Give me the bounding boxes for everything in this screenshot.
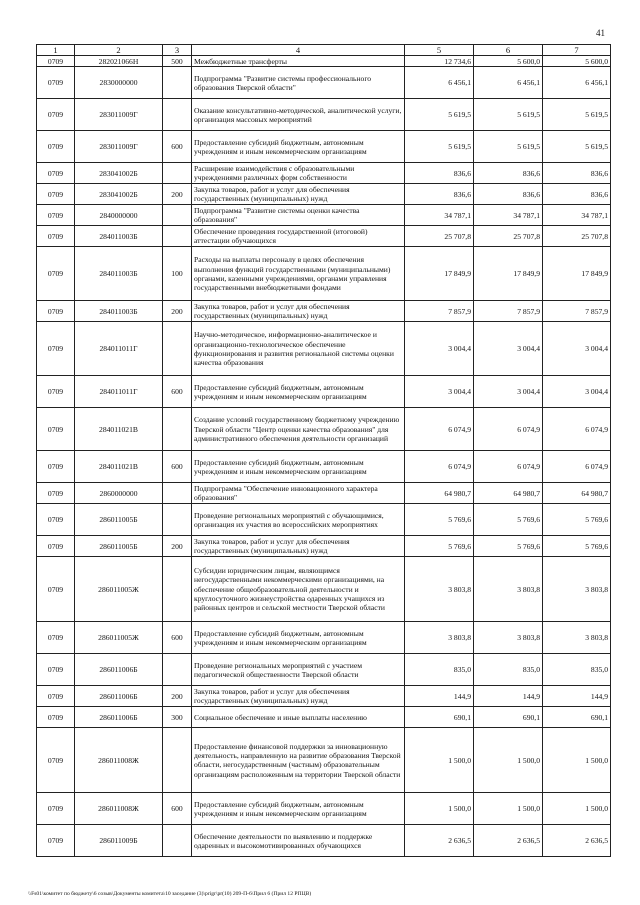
amount-2020-cell: 1 500,0 — [474, 728, 543, 793]
expense-type-cell — [163, 654, 192, 686]
amount-2019-cell: 6 456,1 — [405, 67, 474, 99]
expense-type-cell: 200 — [163, 301, 192, 322]
table-row — [37, 557, 611, 622]
table-row — [37, 825, 611, 857]
section-code-cell: 0709 — [37, 56, 75, 67]
amount-2021-cell: 5 600,0 — [543, 56, 611, 67]
amount-2020-cell: 5 600,0 — [474, 56, 543, 67]
amount-2020-cell: 5 769,6 — [474, 536, 543, 557]
target-code-cell: 283011009Г — [75, 131, 163, 163]
amount-2021-cell: 2 636,5 — [543, 825, 611, 857]
item-name-cell: Закупка товаров, работ и услуг для обеспечения государственных (муниципальных) нужд — [192, 536, 405, 557]
expense-type-cell — [163, 99, 192, 131]
section-code-cell: 0709 — [37, 376, 75, 408]
section-code-cell: 0709 — [37, 536, 75, 557]
header-cell: 5 — [405, 45, 474, 56]
amount-2019-cell: 25 707,8 — [405, 226, 474, 247]
table-row — [37, 504, 611, 536]
amount-2021-cell: 5 769,6 — [543, 536, 611, 557]
table-row — [37, 451, 611, 483]
amount-2021-cell: 64 980,7 — [543, 483, 611, 504]
expense-type-cell: 200 — [163, 686, 192, 707]
amount-2019-cell: 5 769,6 — [405, 536, 474, 557]
section-code-cell: 0709 — [37, 793, 75, 825]
table-row — [37, 536, 611, 557]
target-code-cell: 286011005Б — [75, 536, 163, 557]
section-code-cell: 0709 — [37, 163, 75, 184]
item-name-cell: Обеспечение деятельности по выявлению и поддержке одаренных и высокомотивированных обучающихся — [192, 825, 405, 857]
amount-2021-cell: 3 803,8 — [543, 557, 611, 622]
section-code-cell: 0709 — [37, 184, 75, 205]
amount-2020-cell: 5 619,5 — [474, 99, 543, 131]
table-row — [37, 322, 611, 376]
table-row — [37, 56, 611, 67]
section-code-cell: 0709 — [37, 557, 75, 622]
amount-2020-cell: 5 619,5 — [474, 131, 543, 163]
amount-2019-cell: 835,0 — [405, 654, 474, 686]
target-code-cell: 286011006Б — [75, 654, 163, 686]
table-row — [37, 301, 611, 322]
section-code-cell: 0709 — [37, 205, 75, 226]
expense-type-cell — [163, 226, 192, 247]
amount-2019-cell: 2 636,5 — [405, 825, 474, 857]
expense-type-cell: 300 — [163, 707, 192, 728]
target-code-cell: 286011005Б — [75, 504, 163, 536]
item-name-cell: Проведение региональных мероприятий с участием педагогической общественности Тверской области — [192, 654, 405, 686]
target-code-cell: 283041002Б — [75, 163, 163, 184]
amount-2021-cell: 1 500,0 — [543, 728, 611, 793]
expense-type-cell — [163, 504, 192, 536]
amount-2019-cell: 34 787,1 — [405, 205, 474, 226]
table-row — [37, 654, 611, 686]
target-code-cell: 286011008Ж — [75, 728, 163, 793]
expense-type-cell: 100 — [163, 247, 192, 301]
amount-2020-cell: 3 803,8 — [474, 557, 543, 622]
amount-2019-cell: 1 500,0 — [405, 793, 474, 825]
expense-type-cell: 500 — [163, 56, 192, 67]
item-name-cell: Закупка товаров, работ и услуг для обеспечения государственных (муниципальных) нужд — [192, 301, 405, 322]
section-code-cell: 0709 — [37, 504, 75, 536]
target-code-cell: 282021066Н — [75, 56, 163, 67]
expense-type-cell — [163, 205, 192, 226]
section-code-cell: 0709 — [37, 451, 75, 483]
section-code-cell: 0709 — [37, 301, 75, 322]
expense-type-cell — [163, 67, 192, 99]
amount-2021-cell: 5 769,6 — [543, 504, 611, 536]
item-name-cell: Предоставление субсидий бюджетным, автономным учреждениям и иным некоммерческим организациям — [192, 451, 405, 483]
item-name-cell: Научно-методическое, информационно-аналитическое и организационно-технологическое обеспечение функционирования и развития региональной системы оценки качества образования — [192, 322, 405, 376]
amount-2019-cell: 6 074,9 — [405, 451, 474, 483]
amount-2021-cell: 144,9 — [543, 686, 611, 707]
amount-2020-cell: 7 857,9 — [474, 301, 543, 322]
amount-2021-cell: 17 849,9 — [543, 247, 611, 301]
table-row — [37, 483, 611, 504]
expense-type-cell: 200 — [163, 536, 192, 557]
amount-2020-cell: 1 500,0 — [474, 793, 543, 825]
item-name-cell: Социальное обеспечение и иные выплаты населению — [192, 707, 405, 728]
item-name-cell: Предоставление субсидий бюджетным, автономным учреждениям и иным некоммерческим организациям — [192, 131, 405, 163]
table-row — [37, 622, 611, 654]
section-code-cell: 0709 — [37, 67, 75, 99]
amount-2021-cell: 5 619,5 — [543, 131, 611, 163]
section-code-cell: 0709 — [37, 654, 75, 686]
item-name-cell: Обеспечение проведения государственной (итоговой) аттестации обучающихся — [192, 226, 405, 247]
table-row — [37, 163, 611, 184]
header-cell: 6 — [474, 45, 543, 56]
target-code-cell: 286011005Ж — [75, 622, 163, 654]
expense-type-cell: 600 — [163, 131, 192, 163]
header-cell: 4 — [192, 45, 405, 56]
item-name-cell: Проведение региональных мероприятий с обучающимися, организация их участия во всероссийских мероприятиях — [192, 504, 405, 536]
amount-2020-cell: 6 456,1 — [474, 67, 543, 99]
amount-2020-cell: 34 787,1 — [474, 205, 543, 226]
amount-2021-cell: 34 787,1 — [543, 205, 611, 226]
target-code-cell: 284011003Б — [75, 301, 163, 322]
amount-2021-cell: 835,0 — [543, 654, 611, 686]
target-code-cell: 2840000000 — [75, 205, 163, 226]
amount-2021-cell: 5 619,5 — [543, 99, 611, 131]
amount-2021-cell: 836,6 — [543, 163, 611, 184]
expense-type-cell — [163, 322, 192, 376]
amount-2021-cell: 3 803,8 — [543, 622, 611, 654]
item-name-cell: Межбюджетные трансферты — [192, 56, 405, 67]
amount-2020-cell: 836,6 — [474, 184, 543, 205]
section-code-cell: 0709 — [37, 622, 75, 654]
target-code-cell: 284011003Б — [75, 247, 163, 301]
table-row — [37, 99, 611, 131]
amount-2019-cell: 3 004,4 — [405, 322, 474, 376]
amount-2020-cell: 3 004,4 — [474, 322, 543, 376]
amount-2019-cell: 12 734,6 — [405, 56, 474, 67]
item-name-cell: Расходы на выплаты персоналу в целях обеспечения выполнения функций государственными (муниципальными) органами, казенными учреждениями, органами управления государственными внебюджетными фондами — [192, 247, 405, 301]
amount-2020-cell: 25 707,8 — [474, 226, 543, 247]
amount-2020-cell: 835,0 — [474, 654, 543, 686]
amount-2020-cell: 836,6 — [474, 163, 543, 184]
target-code-cell: 284011021В — [75, 408, 163, 451]
expense-type-cell — [163, 483, 192, 504]
target-code-cell: 284011011Г — [75, 322, 163, 376]
expense-type-cell — [163, 728, 192, 793]
amount-2019-cell: 690,1 — [405, 707, 474, 728]
amount-2019-cell: 6 074,9 — [405, 408, 474, 451]
target-code-cell: 286011009Б — [75, 825, 163, 857]
section-code-cell: 0709 — [37, 408, 75, 451]
item-name-cell: Оказание консультативно-методической, аналитической услуги, организация массовых мероприятий — [192, 99, 405, 131]
header-cell: 3 — [163, 45, 192, 56]
section-code-cell: 0709 — [37, 99, 75, 131]
target-code-cell: 2860000000 — [75, 483, 163, 504]
section-code-cell: 0709 — [37, 825, 75, 857]
header-cell: 2 — [75, 45, 163, 56]
section-code-cell: 0709 — [37, 131, 75, 163]
budget-table — [36, 44, 611, 857]
header-cell: 1 — [37, 45, 75, 56]
footer-file-path: \\Fs01\комитет по бюджету\6 созыв\Документы комитета\10 заседание (3)\prigr\pr(10) 209-П-6\Прил 6 (Прил 12 РПЦВ) — [28, 891, 312, 897]
amount-2021-cell: 836,6 — [543, 184, 611, 205]
expense-type-cell: 200 — [163, 184, 192, 205]
amount-2020-cell: 6 074,9 — [474, 451, 543, 483]
section-code-cell: 0709 — [37, 483, 75, 504]
table-row — [37, 707, 611, 728]
table-row — [37, 205, 611, 226]
target-code-cell: 2830000000 — [75, 67, 163, 99]
item-name-cell: Закупка товаров, работ и услуг для обеспечения государственных (муниципальных) нужд — [192, 184, 405, 205]
amount-2021-cell: 3 004,4 — [543, 376, 611, 408]
amount-2019-cell: 836,6 — [405, 184, 474, 205]
target-code-cell: 286011006Б — [75, 707, 163, 728]
table-row — [37, 686, 611, 707]
expense-type-cell: 600 — [163, 622, 192, 654]
expense-type-cell: 600 — [163, 451, 192, 483]
section-code-cell: 0709 — [37, 226, 75, 247]
target-code-cell: 283011009Г — [75, 99, 163, 131]
expense-type-cell — [163, 557, 192, 622]
section-code-cell: 0709 — [37, 322, 75, 376]
item-name-cell: Предоставление субсидий бюджетным, автономным учреждениям и иным некоммерческим организациям — [192, 793, 405, 825]
amount-2020-cell: 64 980,7 — [474, 483, 543, 504]
target-code-cell: 284011011Г — [75, 376, 163, 408]
amount-2019-cell: 17 849,9 — [405, 247, 474, 301]
item-name-cell: Подпрограмма "Обеспечение инновационного характера образования" — [192, 483, 405, 504]
item-name-cell: Предоставление финансовой поддержки за инновационную деятельность, направленную на развитие образования Тверской области, негосударственным (частным) образовательным организациям расположенным на территории Тверской области — [192, 728, 405, 793]
table-row — [37, 67, 611, 99]
amount-2020-cell: 3 004,4 — [474, 376, 543, 408]
amount-2021-cell: 6 074,9 — [543, 451, 611, 483]
item-name-cell: Подпрограмма "Развитие системы профессионального образования Тверской области" — [192, 67, 405, 99]
amount-2020-cell: 2 636,5 — [474, 825, 543, 857]
target-code-cell: 286011005Ж — [75, 557, 163, 622]
item-name-cell: Расширение взаимодействия с образовательными учреждениями различных форм собственности — [192, 163, 405, 184]
expense-type-cell: 600 — [163, 793, 192, 825]
table-row — [37, 131, 611, 163]
table-row — [37, 793, 611, 825]
target-code-cell: 284011021В — [75, 451, 163, 483]
amount-2019-cell: 7 857,9 — [405, 301, 474, 322]
section-code-cell: 0709 — [37, 728, 75, 793]
table-row — [37, 226, 611, 247]
table-row — [37, 376, 611, 408]
expense-type-cell — [163, 408, 192, 451]
amount-2019-cell: 5 619,5 — [405, 99, 474, 131]
target-code-cell: 284011003Б — [75, 226, 163, 247]
amount-2019-cell: 3 803,8 — [405, 557, 474, 622]
table-row — [37, 247, 611, 301]
target-code-cell: 286011006Б — [75, 686, 163, 707]
item-name-cell: Субсидии юридическим лицам, являющимся негосударственными некоммерческими организациями, на обеспечение общеобразовательной деятельности и круглосуточного жизнеустройства одаренных учащихся из районных центров и сельской местности Тверской области — [192, 557, 405, 622]
amount-2019-cell: 3 004,4 — [405, 376, 474, 408]
amount-2020-cell: 144,9 — [474, 686, 543, 707]
amount-2019-cell: 64 980,7 — [405, 483, 474, 504]
table-header-row — [37, 45, 611, 56]
target-code-cell: 286011008Ж — [75, 793, 163, 825]
page-number: 41 — [596, 28, 605, 38]
amount-2019-cell: 3 803,8 — [405, 622, 474, 654]
target-code-cell: 283041002Б — [75, 184, 163, 205]
amount-2020-cell: 3 803,8 — [474, 622, 543, 654]
amount-2019-cell: 5 769,6 — [405, 504, 474, 536]
amount-2021-cell: 690,1 — [543, 707, 611, 728]
expense-type-cell — [163, 825, 192, 857]
amount-2020-cell: 6 074,9 — [474, 408, 543, 451]
table-row — [37, 728, 611, 793]
amount-2019-cell: 144,9 — [405, 686, 474, 707]
amount-2019-cell: 5 619,5 — [405, 131, 474, 163]
item-name-cell: Закупка товаров, работ и услуг для обеспечения государственных (муниципальных) нужд — [192, 686, 405, 707]
section-code-cell: 0709 — [37, 686, 75, 707]
amount-2019-cell: 1 500,0 — [405, 728, 474, 793]
item-name-cell: Подпрограмма "Развитие системы оценки качества образования" — [192, 205, 405, 226]
section-code-cell: 0709 — [37, 707, 75, 728]
expense-type-cell: 600 — [163, 376, 192, 408]
item-name-cell: Предоставление субсидий бюджетным, автономным учреждениям и иным некоммерческим организациям — [192, 622, 405, 654]
amount-2021-cell: 6 074,9 — [543, 408, 611, 451]
item-name-cell: Создание условий государственному бюджетному учреждению Тверской области "Центр оценки качества образования" для административного обеспечения деятельности организаций — [192, 408, 405, 451]
header-cell: 7 — [543, 45, 611, 56]
amount-2021-cell: 7 857,9 — [543, 301, 611, 322]
table-row — [37, 184, 611, 205]
section-code-cell: 0709 — [37, 247, 75, 301]
amount-2020-cell: 5 769,6 — [474, 504, 543, 536]
amount-2021-cell: 3 004,4 — [543, 322, 611, 376]
amount-2020-cell: 690,1 — [474, 707, 543, 728]
amount-2021-cell: 6 456,1 — [543, 67, 611, 99]
amount-2019-cell: 836,6 — [405, 163, 474, 184]
table-row — [37, 408, 611, 451]
item-name-cell: Предоставление субсидий бюджетным, автономным учреждениям и иным некоммерческим организациям — [192, 376, 405, 408]
expense-type-cell — [163, 163, 192, 184]
amount-2020-cell: 17 849,9 — [474, 247, 543, 301]
amount-2021-cell: 25 707,8 — [543, 226, 611, 247]
amount-2021-cell: 1 500,0 — [543, 793, 611, 825]
